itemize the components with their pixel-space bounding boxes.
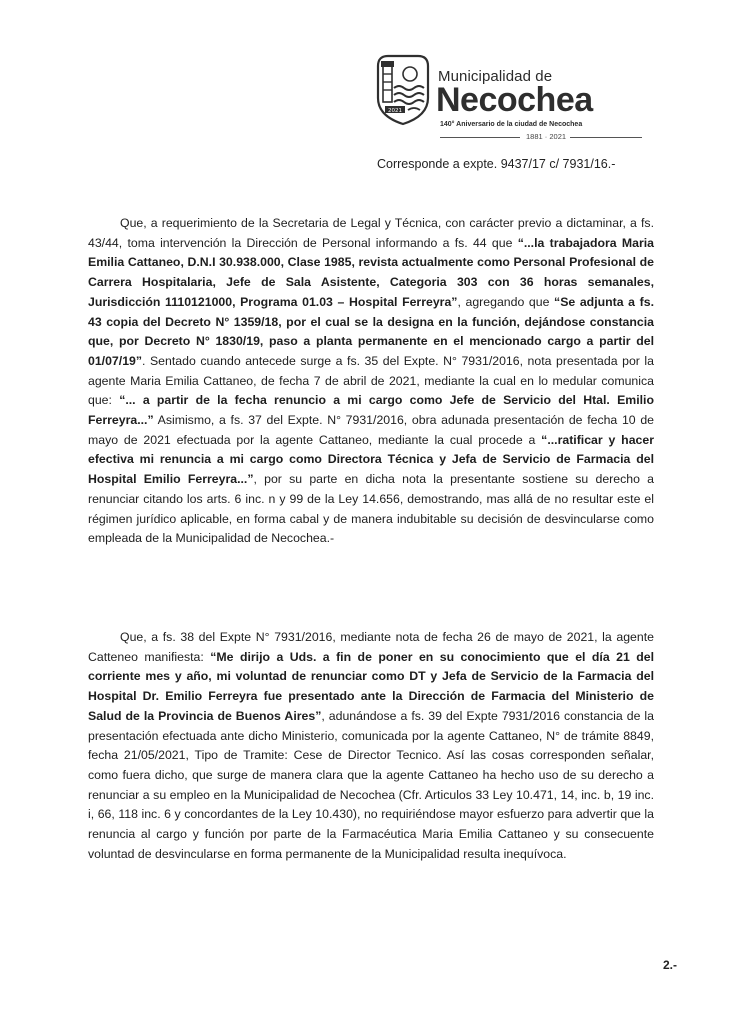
paragraph-1-text-3: . Sentado cuando antecede surge a fs. 35 del Expte. N° 7931/2016, nota presentada por la agente Maria Emilia Cattaneo, de fecha 7 de abril de 2021, mediante la cual en lo medular comunica que:: [88, 353, 654, 408]
divider-right: [570, 137, 642, 138]
paragraph-1-text-2: , agregando que: [457, 294, 555, 309]
lighthouse-crest-icon: [372, 52, 434, 126]
anniversary-tagline: 140° Aniversario de la ciudad de Necochea: [440, 121, 583, 128]
paragraph-1-text-4: Asimismo, a fs. 37 del Expte. N° 7931/2016, obra adunada presentación de fecha 10 de mayo de 2021 efectuada por la agente Cattaneo, mediante la cual procede a: [88, 413, 654, 447]
file-reference: Corresponde a expte. 9437/17 c/ 7931/16.-: [377, 157, 616, 171]
paragraph-1-text-5: , por su parte en dicha nota la presentante sostiene su derecho a renunciar citando los arts. 6 inc. n y 99 de la Ley 14.656, demostrando, mas allá de no resultar este el régimen jurídico aplicable, en forma cabal y de manera indubitable su decisión de desvincularse como empleada de la Municipalidad de Necochea.-: [88, 472, 654, 546]
municipality-name: Necochea: [436, 81, 593, 119]
paragraph-1: [88, 214, 654, 549]
divider-left: [440, 137, 520, 138]
paragraph-2: [88, 628, 654, 864]
paragraph-1-quote-1: “...la trabajadora Maria Emilia Cattaneo, D.N.I 30.938.000, Clase 1985, revista actualmente como Personal Profesional de Carrera Hospitalaria, Jefe de Sala Asistente, Categoria 303 con 36 horas semanales, Jurisdicción 1110121000, Programa 01.03 – Hospital Ferreyra”: [88, 235, 654, 309]
paragraph-2-quote-1: “Me dirijo a Uds. a fin de poner en su conocimiento que el día 21 del corriente mes y año, mi voluntad de renunciar como DT y Jefa de Servicio de la Farmacia del Hospital Dr. Emilio Ferreyra fue presentado ante la Dirección de Farmacia del Ministerio de Salud de la Provincia de Buenos Aires”: [88, 649, 655, 723]
paragraph-2-text-2: , adunándose a fs. 39 del Expte 7931/2016 constancia de la presentación efectuada ante dicho Ministerio, comunicada por la agente Cattaneo, N° de trámite 8849, fecha 21/05/2021, Tipo de Tramite: Cese de Director Tecnico. Así las cosas corresponden señalar, como fuera dicho, que surge de manera clara que la agente Cattaneo ha hecho uso de su derecho a renunciar a su empleo en la Municipalidad de Necochea (Cfr. Articulos 33 Ley 10.471, 14, inc. b, 19 inc. i, 66, 118 inc. 6 y concordantes de la Ley 10.430), no requiriéndose mayor esfuerzo para advertir que la renuncia al cargo y función por parte de la Farmacéutica Maria Emilia Cattaneo y su consecuente voluntad de desvincularse en forma permanente de la Municipalidad resulta inequívoca.: [88, 708, 654, 861]
paragraph-1-quote-3: “... a partir de la fecha renuncio a mi cargo como Jefe de Servicio del Htal. Emilio Ferreyra...”: [88, 393, 654, 428]
paragraph-1-quote-2: “Se adjunta a fs. 43 copia del Decreto N° 1359/18, por el cual se la designa en la función, dejándose constancia que, por Decreto N° 1830/19, paso a planta permanente en el mencionado cargo a partir del 01/07/19”: [88, 294, 654, 368]
municipality-label: Municipalidad de: [438, 68, 553, 85]
page-number: 2.-: [663, 958, 678, 972]
anniversary-years: 1881 · 2021: [526, 132, 567, 141]
years-row: [440, 132, 642, 142]
paragraph-1-quote-4: “...ratificar y hacer efectiva mi renuncia a mi cargo como Directora Técnica y Jefa de Servicio de Farmacia del Hospital Emilio Ferreyra...”: [88, 432, 654, 487]
paragraph-1-text-1: Que, a requerimiento de la Secretaria de Legal y Técnica, con carácter previo a dictaminar, a fs. 43/44, toma intervención la Dirección de Personal informando a fs. 44 que: [88, 216, 654, 250]
letterhead: [372, 52, 642, 152]
paragraph-2-text-1: Que, a fs. 38 del Expte N° 7931/2016, mediante nota de fecha 26 de mayo de 2021, la agente Catteneo manifiesta:: [88, 630, 654, 664]
svg-text:2021: 2021: [388, 108, 402, 114]
